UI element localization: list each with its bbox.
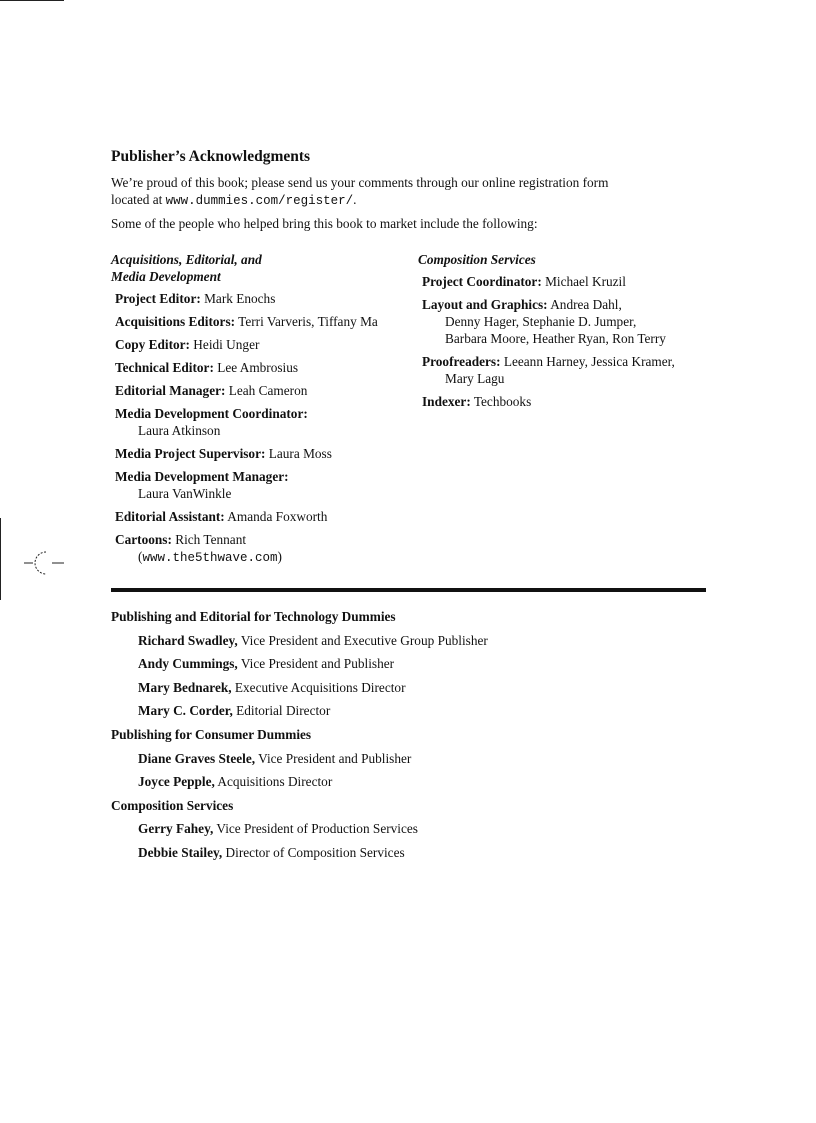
registration-mark-icon [24,548,64,578]
staff-person: Joyce Pepple, Acquisitions Director [138,774,333,790]
section-divider [111,588,706,592]
credit-entry: Editorial Manager: Leah Cameron [115,383,308,398]
staff-person: Andy Cummings, Vice President and Publisher [138,656,395,672]
credit-entry: Layout and Graphics: Andrea Dahl, Denny Hager, Stephanie D. Jumper, Barbara Moore, Heather Ryan, Ron Terry [422,297,666,346]
crop-mark-side [0,518,1,600]
staff-list [111,608,711,868]
crop-mark-top [0,0,64,1]
credits-left-column [111,251,411,573]
staff-person: Richard Swadley, Vice President and Executive Group Publisher [138,632,488,648]
credit-entry: Technical Editor: Lee Ambrosius [115,360,299,375]
left-section-title: Acquisitions, Editorial, and Media Development [111,252,262,284]
credit-entry: Indexer: Techbooks [422,394,532,409]
credit-entry: Media Project Supervisor: Laura Moss [115,446,332,461]
credit-entry: Editorial Assistant: Amanda Foxworth [115,509,328,524]
credit-entry: Project Coordinator: Michael Kruzil [422,274,626,289]
staff-person: Gerry Fahey, Vice President of Production Services [138,821,418,837]
page-title: Publisher’s Acknowledgments [111,148,311,165]
right-section-title: Composition Services [418,252,536,267]
registration-url[interactable]: www.dummies.com/register/ [165,194,354,208]
credit-entry: Acquisitions Editors: Terri Varveris, Tiffany Ma [115,314,378,329]
staff-group-title: Composition Services [111,797,234,813]
credit-entry: Media Development Coordinator: Laura Atkinson [115,406,308,438]
staff-group-title: Publishing and Editorial for Technology Dummies [111,609,396,624]
staff-person: Diane Graves Steele, Vice President and Publisher [138,750,412,766]
intro-line-1: We’re proud of this book; please send us your comments through our online registration form [111,175,609,190]
intro-line-3: Some of the people who helped bring this book to market include the following: [111,216,538,231]
credits-right-column [418,251,718,416]
staff-person: Mary Bednarek, Executive Acquisitions Director [138,679,406,695]
credit-entry: Cartoons: Rich Tennant (www.the5thwave.com) [115,532,282,565]
staff-group-title: Publishing for Consumer Dummies [111,726,312,742]
cartoon-url[interactable]: www.the5thwave.com [142,551,278,565]
credit-entry: Media Development Manager: Laura VanWinkle [115,469,289,501]
credit-entry: Proofreaders: Leeann Harney, Jessica Kramer, Mary Lagu [422,354,675,386]
credit-entry: Copy Editor: Heidi Unger [115,337,260,352]
staff-person: Mary C. Corder, Editorial Director [138,703,331,719]
staff-person: Debbie Stailey, Director of Composition Services [138,844,405,860]
credit-entry: Project Editor: Mark Enochs [115,291,276,306]
intro-line-2: located at www.dummies.com/register/. [111,192,357,208]
